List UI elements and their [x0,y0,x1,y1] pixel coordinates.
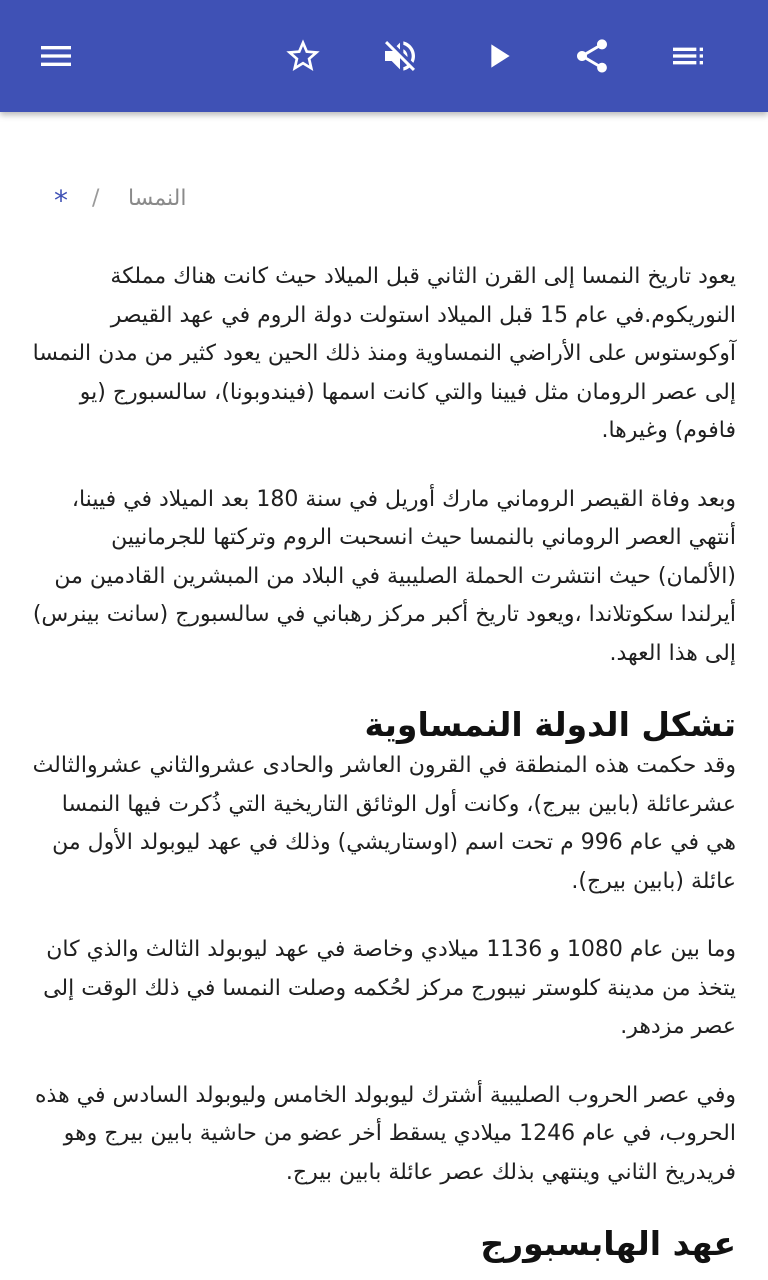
breadcrumb [0,184,768,224]
bookmark-star-button[interactable] [275,28,331,84]
paragraph-leopold-third: وما بين عام 1080 و 1136 ميلادي وخاصة في عهد ليوبولد الثالث والذي كان يتخذ من مدينة كلوستر نيبورج مركز لحُكمه وصلت النمسا في ذلك الوقت إلى عصر مزدهر. [43,937,736,1039]
breadcrumb-separator: / [92,186,100,211]
menu-icon [36,36,76,76]
volume-off-icon [380,36,420,76]
article-body [32,258,736,1266]
play-icon [478,36,518,76]
table-of-contents-button[interactable] [660,28,716,84]
breadcrumb-home-link[interactable]: * [54,184,68,217]
paragraph-roman-era: يعود تاريخ النمسا إلى القرن الثاني قبل الميلاد حيث كانت هناك مملكة النوريكوم.في عام 15 قبل الميلاد استولت دولة الروم في عهد القيصر آوكوستوس على الأراضي النمساوية ومنذ ذلك الحين يعود كثير من مدن النمسا إلى عصر الرومان مثل فيينا والتي كانت اسمها (فيندوبونا)، سالسبورج (يو فافوم) وغيرها. [32,264,736,443]
breadcrumb-current: النمسا [128,186,187,211]
app-toolbar [0,0,768,112]
paragraph-crusades: وفي عصر الحروب الصليبية أشترك ليوبولد الخامس وليوبولد السادس في هذه الحروب، في عام 1246 ميلادي يسقط أخر عضو من حاشية بابين بيرج وهو فريدريخ الثاني وينتهي بذلك عصر عائلة بابين بيرج. [35,1082,736,1185]
article-content [0,112,768,1280]
share-icon [572,36,612,76]
menu-button[interactable] [28,28,84,84]
list-toc-icon [668,36,708,76]
mute-button[interactable] [372,28,428,84]
paragraph-babenberg: وقد حكمت هذه المنطقة في القرون العاشر والحادى عشروالثاني عشروالثالث عشرعائلة (بابين بيرج)، وكانت أول الوثائق التاريخية التي ذُكرت فيها النمسا هي في عام 996 م تحت اسم (اوستاريشي) وذلك في عهد ليوبولد الأول من عائلة (بابين بيرج). [32,753,736,894]
star-outline-icon [283,36,323,76]
section-heading-formation: تشكل الدولة النمساوية [364,705,736,744]
share-button[interactable] [564,28,620,84]
play-button[interactable] [470,28,526,84]
paragraph-end-roman-era: وبعد وفاة القيصر الروماني مارك أوريل في سنة 180 بعد الميلاد في فيينا، أنتهي العصر الروماني بالنمسا حيث انسحبت الروم وتركتها للجرمانيين (الألمان) حيث انتشرت الحملة الصليبية في البلاد من المبشرين القادمين من أيرلندا سكوتلاندا ،ويعود تاريخ أكبر مركز رهباني في سالسبورج (سانت بينرس) إلى هذا العهد. [32,486,736,666]
section-heading-habsburg: عهد الهابسبورج [480,1224,736,1263]
